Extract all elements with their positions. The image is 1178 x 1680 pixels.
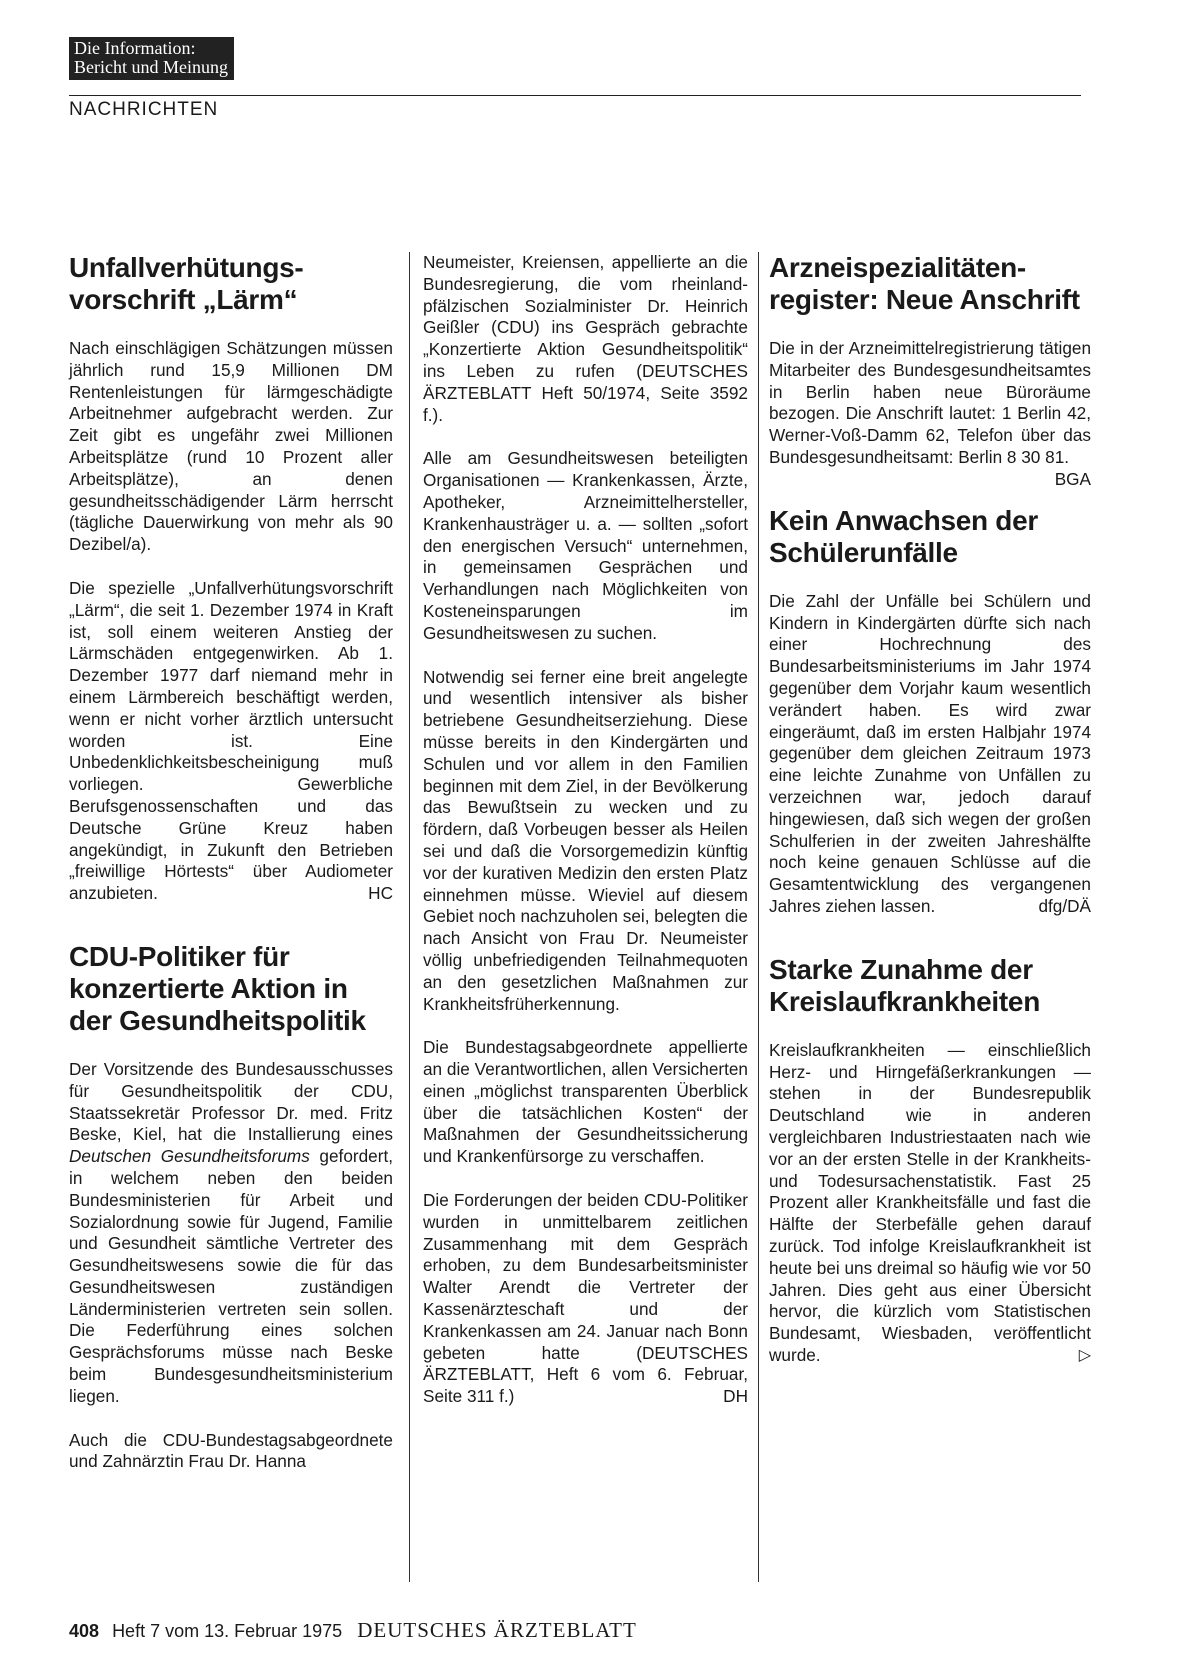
header-rule bbox=[69, 95, 1081, 96]
article-paragraph bbox=[423, 1190, 748, 1408]
page-number: 408 bbox=[69, 1621, 100, 1641]
continue-arrow-icon: ▷ bbox=[1078, 1346, 1091, 1364]
column-3 bbox=[769, 252, 1091, 1389]
emphasized-text: Deutschen Gesundheitsforums bbox=[69, 1146, 310, 1167]
article-title-arzneispezialitaeten: Arzneispezialitäten- register: Neue Anschrift bbox=[769, 252, 1080, 315]
article-paragraph: Alle am Gesundheitswesen beteiligten Organisationen — Krankenkassen, Ärzte, Apotheker, Arzneimittelhersteller, Krankenhausträger u. a. — sollten „sofort den energischen Versuch“ unternehmen, in gemeinsamen Gesprächen und Verhandlungen nach Möglichkeiten von Kosteneinsparungen im Gesundheitswesen zu suchen. bbox=[423, 448, 748, 643]
paragraph-text: Die in der Arzneimittelregistrierung tätigen Mitarbeiter des Bundesgesundheitsamtes in Berlin haben neue Büroräume bezogen. Die Anschrift lautet: 1 Berlin 42, Werner-Voß-Damm 62, Telefon über das Bundesgesundheitsamt: Berlin 8 30 81. bbox=[769, 338, 1091, 467]
author-signature: dfg/DÄ bbox=[1038, 895, 1091, 916]
column-1 bbox=[69, 252, 393, 1495]
column-2 bbox=[423, 252, 748, 1430]
article-title-kreislauf: Starke Zunahme der Kreislaufkrankheiten bbox=[769, 953, 1040, 1017]
article-paragraph bbox=[769, 1040, 1091, 1367]
issue-info: Heft 7 vom 13. Februar 1975 bbox=[112, 1621, 343, 1641]
paragraph-text: Kreislaufkrankheiten — einschließlich Herz- und Hirngefäßerkrankungen — stehen in der Bundesrepublik Deutschland wie in anderen vergleichbaren Industriestaaten nach wie vor an der ersten Stelle in der Krankheits- und Todesursachenstatistik. Fast 25 Prozent aller Krankheitsfälle und fast die Hälfte der Sterbefälle gehen darauf zurück. Tod infolge Kreislaufkrankheit ist heute bei uns dreimal so häufig wie vor 50 Jahren. Dies geht aus einer Übersicht hervor, die kürzlich vom Statistischen Bundesamt, Wiesbaden, veröffentlicht wurde. bbox=[769, 1039, 1091, 1365]
author-signature: BGA bbox=[1054, 468, 1091, 489]
article-paragraph: Nach einschlägigen Schätzungen müssen jährlich rund 15,9 Millionen DM Rentenleistungen für lärmgeschädigte Arbeitnehmer aufgebracht werden. Zur Zeit gibt es ungefähr zwei Millionen Arbeitsplätze (rund 10 Prozent aller Arbeitsplätze), an denen gesundheitsschädigender Lärm herrscht (tägliche Dauerwirkung von mehr als 90 Dezibel/a). bbox=[69, 338, 393, 555]
article-paragraph: Die Bundestagsabgeordnete appellierte an die Verantwortlichen, allen Versicherten einen „möglichst transparenten Überblick über die tatsächlichen Kosten“ der Maßnahmen der Gesundheitssicherung und Krankenfürsorge zu verschaffen. bbox=[423, 1037, 748, 1167]
paragraph-text: gefordert, in welchem neben den beiden Bundesministerien für Arbeit und Sozialordnung sowie für Jugend, Familie und Gesundheit sämtliche Vertreter des Gesundheitswesens sowie die für das Gesundheitswesen zuständigen Länderministerien vertreten sein sollen. Die Federführung eines solchen Gesprächsforums müsse nach Beske beim Bundesgesundheitsministerium liegen. bbox=[69, 1146, 393, 1406]
article-title-schuelerunfaelle: Kein Anwachsen der Schülerunfälle bbox=[769, 504, 1038, 568]
masthead-line-1: Die Information: bbox=[74, 38, 196, 58]
author-signature: DH bbox=[723, 1386, 748, 1407]
paragraph-text: Die Zahl der Unfälle bei Schülern und Kindern in Kindergärten dürfte sich nach einer Hochrechnung des Bundesarbeitsministeriums im Jahr 1974 gegenüber dem Vorjahr kaum wesentlich verändert haben. Es wird zwar eingeräumt, daß im ersten Halbjahr 1974 gegenüber dem gleichen Zeitraum 1973 eine leichte Zunahme von Unfällen zu verzeichnen war, jedoch darauf hingewiesen, daß sich wegen der großen Schulferien in der zweiten Jahreshälfte noch keine genauen Schlüsse auf die Gesamtentwicklung des vergangenen Jahres ziehen lassen. bbox=[769, 590, 1091, 916]
article-paragraph: Notwendig sei ferner eine breit angelegte und wesentlich intensiver als bisher betriebene Gesundheitserziehung. Diese müsse bereits in den Kindergärten und Schulen und vor allem in den Familien beginnen mit dem Ziel, in der Bevölkerung das Bewußtsein zu wecken und zu fördern, daß Vorbeugen besser als Heilen sei und daß die Vorsorgemedizin künftig vor der kurativen Medizin den ersten Platz einnehmen müsse. Wieviel auf diesem Gebiet noch nachzuholen sei, belegten die nach Ansicht von Frau Dr. Neumeister völlig unbefriedigenden Teilnahmequoten an den gesetzlichen Maßnahmen zur Krankheitsfrüherkennung. bbox=[423, 666, 748, 1014]
author-signature: HC bbox=[368, 883, 393, 904]
article-paragraph: Neumeister, Kreiensen, appellierte an die Bundesregierung, die vom rheinland-pfälzischen Sozialminister Dr. Heinrich Geißler (CDU) ins Gespräch gebrachte „Konzertierte Aktion Gesundheitspolitik“ ins Leben zu rufen (DEUTSCHES ÄRZTEBLATT Heft 50/1974, Seite 3592 f.). bbox=[423, 252, 748, 425]
masthead-line-2: Bericht und Meinung bbox=[74, 57, 228, 77]
paragraph-text: Die spezielle „Unfallverhütungsvorschrift „Lärm“, die seit 1. Dezember 1974 in Kraft ist, soll einem weiteren Anstieg der Lärmschäden entgegenwirken. Ab 1. Dezember 1977 darf niemand mehr in einem Lärmbereich beschäftigt werden, wenn er nicht vorher ärztlich untersucht worden ist. Eine Unbedenklichkeitsbescheinigung muß vorliegen. Gewerbliche Berufsgenossenschaften und das Deutsche Grüne Kreuz haben angekündigt, in Zukunft den Betrieben „freiwillige Hörtests“ über Audiometer anzubieten. bbox=[69, 577, 393, 904]
article-paragraph bbox=[769, 591, 1091, 918]
article-paragraph bbox=[769, 338, 1091, 489]
column-divider-1 bbox=[409, 252, 410, 1582]
column-divider-2 bbox=[758, 252, 759, 1582]
page-footer bbox=[69, 1618, 637, 1643]
section-label: NACHRICHTEN bbox=[69, 99, 219, 120]
journal-name: DEUTSCHES ÄRZTEBLATT bbox=[357, 1618, 637, 1642]
paragraph-text: Die Forderungen der beiden CDU-Politiker wurden in unmittelbarem zeitlichen Zusammenhang mit dem Gespräch erhoben, zu dem Bundesarbeitsminister Walter Arendt die Vertreter der Kassenärzteschaft und der Krankenkassen am 24. Januar nach Bonn gebeten hatte (DEUTSCHES ÄRZTEBLATT, Heft 6 vom 6. Februar, Seite 311 f.) bbox=[423, 1190, 748, 1407]
article-title-laerm: Unfallverhütungs- vorschrift „Lärm“ bbox=[69, 252, 304, 315]
article-paragraph bbox=[69, 578, 393, 905]
masthead bbox=[69, 37, 234, 80]
article-paragraph bbox=[69, 1059, 393, 1408]
article-title-cdu: CDU-Politiker für konzertierte Aktion in der Gesundheitspolitik bbox=[69, 940, 366, 1036]
paragraph-text: Der Vorsitzende des Bundesausschusses für Gesundheitspolitik der CDU, Staatssekretär Professor Dr. med. Fritz Beske, Kiel, hat die Installierung eines bbox=[69, 1058, 393, 1145]
article-paragraph: Auch die CDU-Bundestagsabgeordnete und Zahnärztin Frau Dr. Hanna bbox=[69, 1429, 393, 1472]
